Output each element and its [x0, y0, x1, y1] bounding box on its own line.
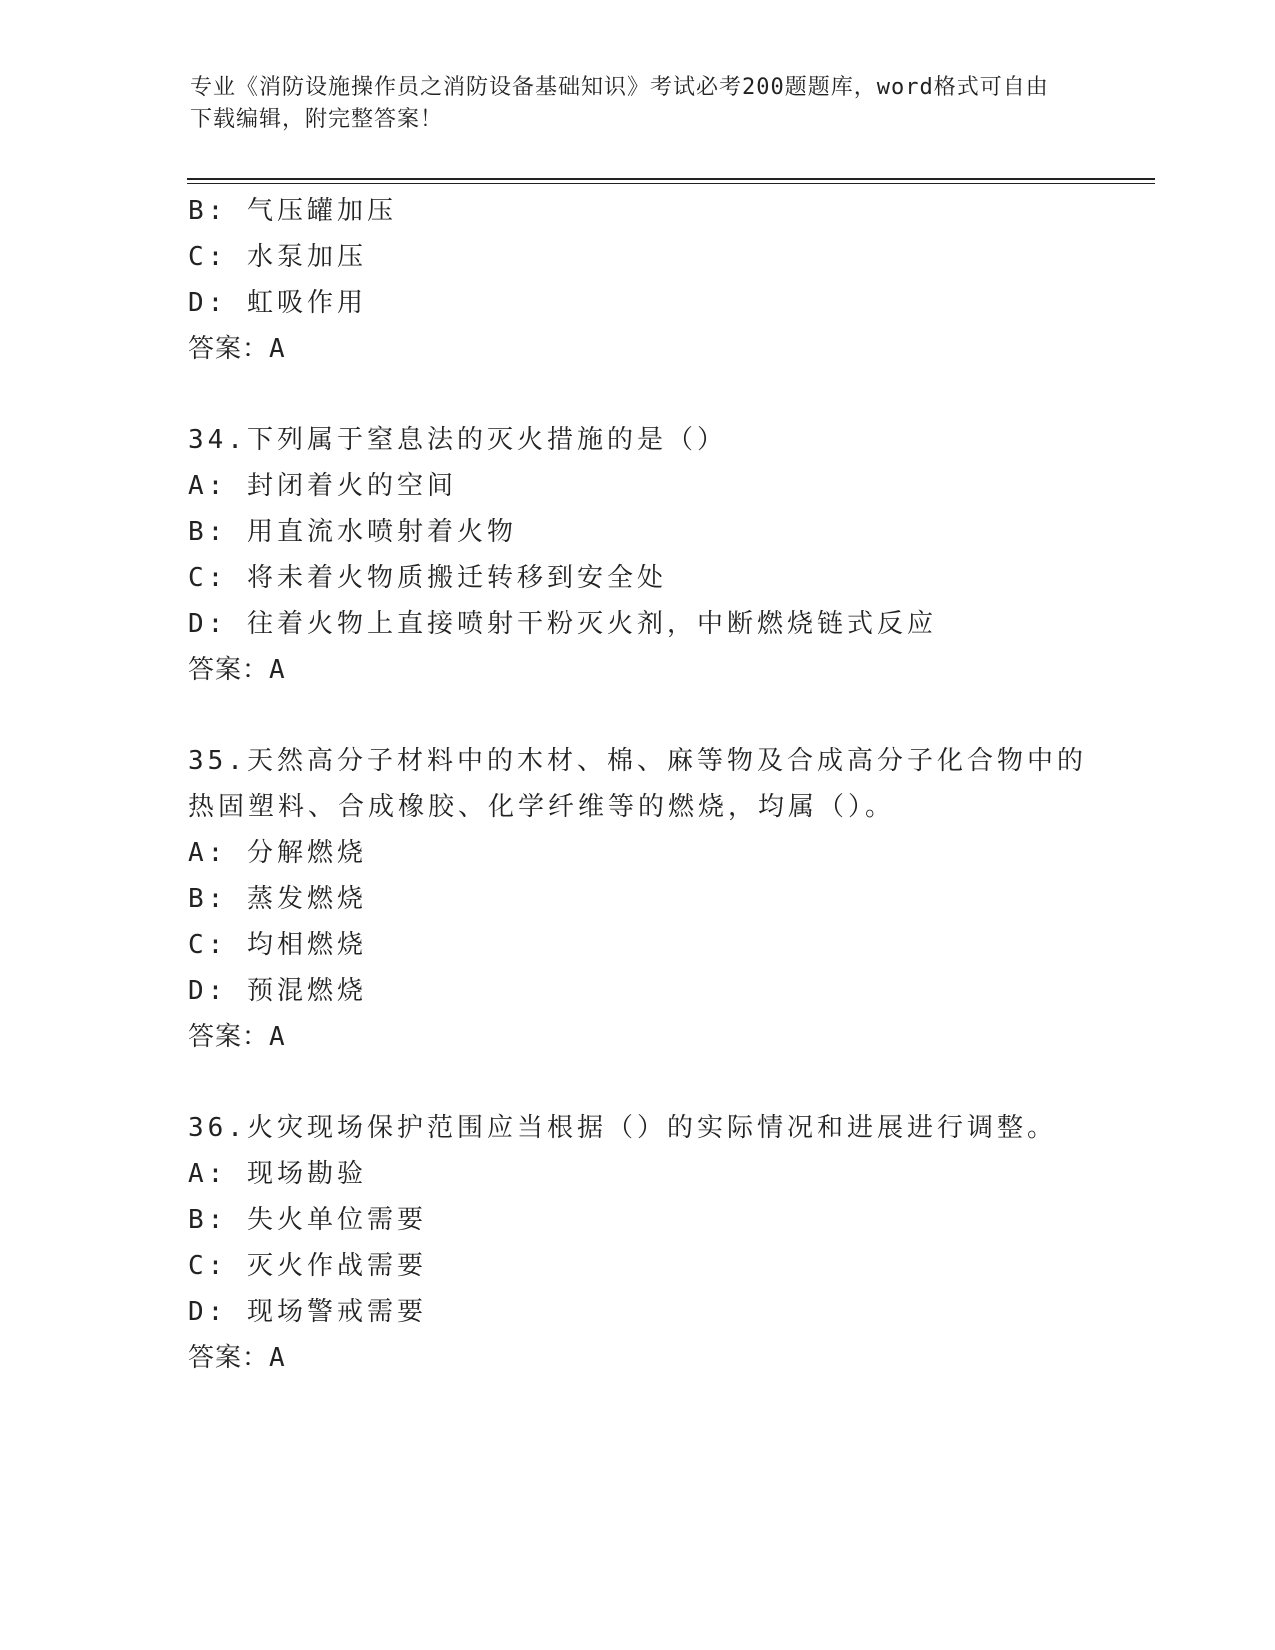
- option-letter: B:: [188, 1205, 228, 1235]
- question-35: [188, 738, 1088, 1060]
- option-text: 灭火作战需要: [246, 1251, 427, 1281]
- question-text: 34.下列属于窒息法的灭火措施的是（）: [188, 425, 727, 455]
- question-text: 35.天然高分子材料中的木材、棉、麻等物及合成高分子化合物中的热固塑料、合成橡胶、化学纤维等的燃烧，均属（）。: [188, 746, 1087, 822]
- option-text: 均相燃烧: [246, 930, 367, 960]
- option-d: [188, 1289, 1088, 1335]
- option-text: 分解燃烧: [246, 838, 367, 868]
- option-a: [188, 463, 1088, 509]
- answer-label: 答案：: [188, 655, 270, 685]
- option-text: 水泵加压: [246, 242, 367, 272]
- answer-line: [188, 326, 1088, 372]
- option-text: 往着火物上直接喷射干粉灭火剂，中断燃烧链式反应: [246, 609, 937, 639]
- option-text: 用直流水喷射着火物: [246, 517, 517, 547]
- option-b: [188, 1197, 1088, 1243]
- option-letter: B:: [188, 884, 228, 914]
- option-letter: C:: [188, 563, 228, 593]
- option-c: [188, 234, 1088, 280]
- option-text: 气压罐加压: [246, 196, 397, 226]
- option-text: 封闭着火的空间: [246, 471, 457, 501]
- answer-label: 答案：: [188, 1022, 270, 1052]
- option-text: 现场警戒需要: [246, 1297, 427, 1327]
- answer-line: [188, 647, 1088, 693]
- answer-line: [188, 1014, 1088, 1060]
- option-letter: A:: [188, 1159, 228, 1189]
- question-36: [188, 1105, 1088, 1381]
- question-34: [188, 417, 1088, 693]
- option-c: [188, 555, 1088, 601]
- option-letter: C:: [188, 1251, 228, 1281]
- option-text: 蒸发燃烧: [246, 884, 367, 914]
- option-a: [188, 1151, 1088, 1197]
- option-text: 现场勘验: [246, 1159, 367, 1189]
- option-letter: D:: [188, 1297, 228, 1327]
- answer-value: A: [269, 334, 289, 364]
- option-letter: D:: [188, 609, 228, 639]
- option-letter: D:: [188, 288, 228, 318]
- page-header: [190, 72, 1070, 136]
- header-rule-thick: [187, 178, 1155, 180]
- answer-value: A: [269, 655, 289, 685]
- option-text: 失火单位需要: [246, 1205, 427, 1235]
- option-d: [188, 601, 1088, 647]
- option-c: [188, 1243, 1088, 1289]
- option-letter: C:: [188, 242, 228, 272]
- option-text: 将未着火物质搬迁转移到安全处: [246, 563, 667, 593]
- document-body: [188, 188, 1088, 1381]
- option-letter: D:: [188, 976, 228, 1006]
- option-b: [188, 188, 1088, 234]
- option-letter: A:: [188, 471, 228, 501]
- answer-value: A: [269, 1343, 289, 1373]
- question-text: 36.火灾现场保护范围应当根据（）的实际情况和进展进行调整。: [188, 1113, 1057, 1143]
- option-d: [188, 968, 1088, 1014]
- header-rule-thin: [187, 183, 1155, 184]
- option-letter: B:: [188, 517, 228, 547]
- option-text: 虹吸作用: [246, 288, 367, 318]
- answer-label: 答案：: [188, 1343, 270, 1373]
- answer-value: A: [269, 1022, 289, 1052]
- answer-label: 答案：: [188, 334, 270, 364]
- option-b: [188, 509, 1088, 555]
- option-c: [188, 922, 1088, 968]
- question-33-continuation: [188, 188, 1088, 372]
- answer-line: [188, 1335, 1088, 1381]
- option-d: [188, 280, 1088, 326]
- option-b: [188, 876, 1088, 922]
- option-text: 预混燃烧: [246, 976, 367, 1006]
- option-letter: C:: [188, 930, 228, 960]
- option-a: [188, 830, 1088, 876]
- option-letter: B:: [188, 196, 228, 226]
- header-title: 专业《消防设施操作员之消防设备基础知识》考试必考200题题库，word格式可自由下载编辑，附完整答案！: [190, 75, 1049, 132]
- option-letter: A:: [188, 838, 228, 868]
